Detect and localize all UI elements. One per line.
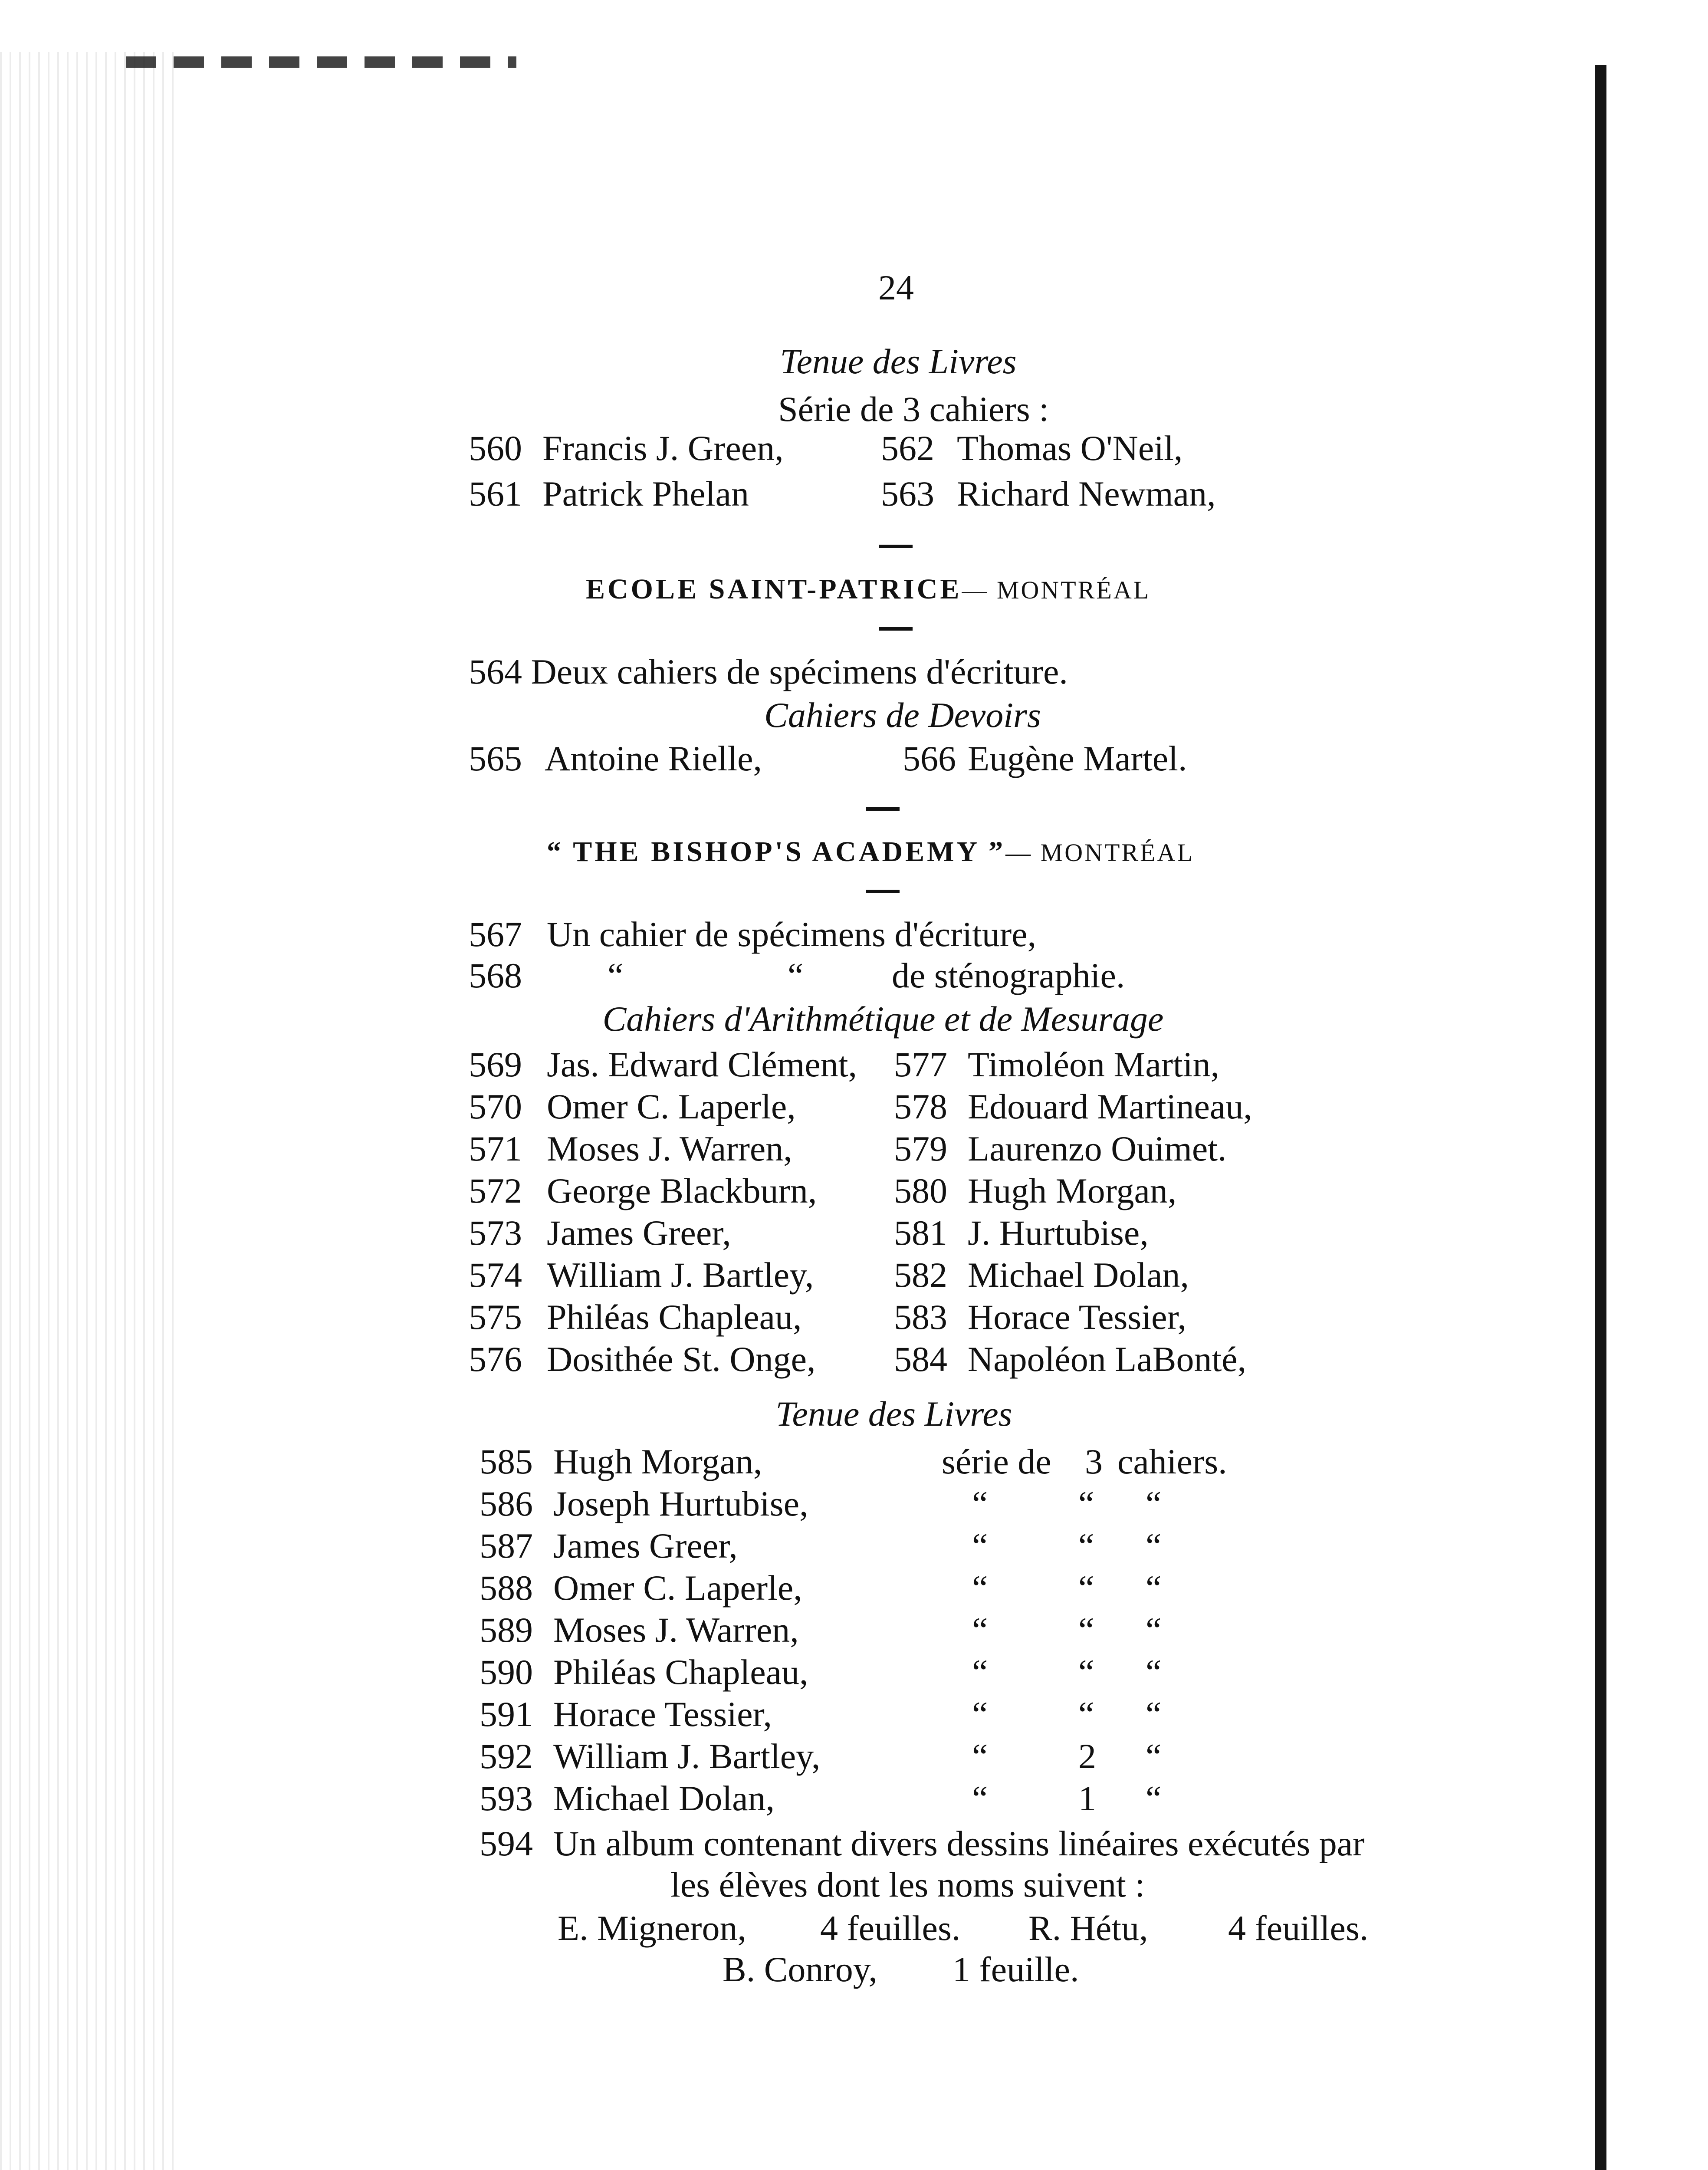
series-cell: “ — [972, 1568, 988, 1608]
entry-number: 584 — [894, 1339, 947, 1379]
page-number: 24 — [878, 268, 914, 307]
series-cell: “ — [1146, 1779, 1162, 1818]
album-line-1: Un album contenant divers dessins linéaires exécutés par — [553, 1824, 1365, 1863]
series-cell: “ — [1146, 1484, 1162, 1523]
entry-number: 571 — [469, 1129, 522, 1168]
ditto-mark: “ — [788, 956, 804, 995]
entry-number: 578 — [894, 1087, 947, 1126]
entry-number: 570 — [469, 1087, 522, 1126]
entry-name: Francis J. Green, — [542, 428, 784, 468]
entry-number: 560 — [469, 428, 522, 468]
entry-number: 576 — [469, 1339, 522, 1379]
entry-name: Timoléon Martin, — [968, 1045, 1220, 1084]
series-cell: “ — [1146, 1568, 1162, 1608]
entry-name: Jas. Edward Clément, — [547, 1045, 857, 1084]
school-name: ECOLE SAINT-PATRICE — [586, 573, 962, 605]
series-cell: “ — [1078, 1694, 1094, 1734]
entry-number: 592 — [480, 1736, 533, 1776]
entry-number: 572 — [469, 1171, 522, 1210]
entry-text: Un cahier de spécimens d'écriture, — [547, 914, 1037, 954]
section-divider — [879, 627, 913, 631]
entry-number: 590 — [480, 1652, 533, 1692]
section-divider — [866, 890, 900, 893]
entry-name: Horace Tessier, — [553, 1694, 772, 1734]
entry-number: 586 — [480, 1484, 533, 1523]
entry-name: Michael Dolan, — [553, 1779, 775, 1818]
entry-number: 565 — [469, 739, 522, 778]
series-cell: “ — [1078, 1610, 1094, 1650]
series-cell: “ — [972, 1484, 988, 1523]
drawer-count: 4 feuilles. — [820, 1908, 961, 1948]
series-cell: “ — [1078, 1484, 1094, 1523]
series-cell: cahiers. — [1117, 1442, 1227, 1481]
scan-top-edge — [126, 56, 516, 68]
entry-name: Laurenzo Ouimet. — [968, 1129, 1227, 1168]
entry-name: Richard Newman, — [957, 474, 1216, 513]
section-title-tenue-1: Tenue des Livres — [780, 342, 1017, 381]
drawer-count: 1 feuille. — [953, 1950, 1079, 1989]
series-cell: “ — [972, 1652, 988, 1692]
section-divider — [879, 545, 913, 548]
drawer-name: B. Conroy, — [723, 1950, 877, 1989]
drawer-count: 4 feuilles. — [1228, 1908, 1369, 1948]
entry-number: 562 — [881, 428, 934, 468]
series-cell: 3 — [1085, 1442, 1103, 1481]
entry-name: Napoléon LaBonté, — [968, 1339, 1247, 1379]
series-cell: “ — [1146, 1652, 1162, 1692]
series-cell: “ — [1078, 1526, 1094, 1565]
series-cell: “ — [1078, 1652, 1094, 1692]
scan-left-edge — [0, 52, 174, 2170]
series-cell: série de — [942, 1442, 1051, 1481]
entry-number: 588 — [480, 1568, 533, 1608]
entry-name: Thomas O'Neil, — [957, 428, 1183, 468]
entry-number: 593 — [480, 1779, 533, 1818]
entry-name: Moses J. Warren, — [547, 1129, 792, 1168]
entry-name: Eugène Martel. — [968, 739, 1187, 778]
entry-name: Edouard Martineau, — [968, 1087, 1252, 1126]
entry-number: 567 — [469, 914, 522, 954]
entry-name: George Blackburn, — [547, 1171, 817, 1210]
entry-number: 575 — [469, 1297, 522, 1337]
entry-number: 589 — [480, 1610, 533, 1650]
series-cell: “ — [1146, 1694, 1162, 1734]
entry-number: 580 — [894, 1171, 947, 1210]
entry-number: 577 — [894, 1045, 947, 1084]
entry-name: Horace Tessier, — [968, 1297, 1187, 1337]
entry-name: Philéas Chapleau, — [547, 1297, 802, 1337]
entry-text: de sténographie. — [892, 956, 1125, 995]
section-title-arithmetique: Cahiers d'Arithmétique et de Mesurage — [602, 999, 1164, 1039]
entry-number: 583 — [894, 1297, 947, 1337]
entry-number: 566 — [903, 739, 956, 778]
section-title-devoirs: Cahiers de Devoirs — [764, 695, 1041, 735]
album-line-2: les élèves dont les noms suivent : — [670, 1865, 1145, 1904]
entry-number: 573 — [469, 1213, 522, 1253]
series-cell: 2 — [1078, 1736, 1096, 1776]
entry-name: Hugh Morgan, — [968, 1171, 1177, 1210]
entry-number: 568 — [469, 956, 522, 995]
entry-name: Omer C. Laperle, — [547, 1087, 796, 1126]
entry-number: 587 — [480, 1526, 533, 1565]
entry-number: 581 — [894, 1213, 947, 1253]
entry-number: 591 — [480, 1694, 533, 1734]
school-city: — MONTRÉAL — [962, 576, 1151, 604]
entry-name: Philéas Chapleau, — [553, 1652, 808, 1692]
series-cell: 1 — [1078, 1779, 1096, 1818]
series-cell: “ — [972, 1779, 988, 1818]
drawer-name: E. Migneron, — [558, 1908, 746, 1948]
entry-name: Moses J. Warren, — [553, 1610, 799, 1650]
section-subtitle-tenue-1: Série de 3 cahiers : — [778, 389, 1049, 429]
drawer-name: R. Hétu, — [1028, 1908, 1148, 1948]
entry-number: 569 — [469, 1045, 522, 1084]
entry-number: 561 — [469, 474, 522, 513]
school-heading-bishops-academy — [547, 835, 1194, 868]
entry-number: 582 — [894, 1255, 947, 1295]
entry-number: 585 — [480, 1442, 533, 1481]
entry-name: Dosithée St. Onge, — [547, 1339, 816, 1379]
entry-name: James Greer, — [547, 1213, 731, 1253]
scan-right-edge — [1595, 65, 1606, 2170]
entry-name: Patrick Phelan — [542, 474, 749, 513]
entry-number: 563 — [881, 474, 934, 513]
entry-name: William J. Bartley, — [553, 1736, 821, 1776]
school-heading-saint-patrice — [586, 573, 1150, 606]
entry-name: Joseph Hurtubise, — [553, 1484, 808, 1523]
entry-name: Antoine Rielle, — [545, 739, 762, 778]
series-cell: “ — [972, 1610, 988, 1650]
series-cell: “ — [1078, 1568, 1094, 1608]
entry-name: William J. Bartley, — [547, 1255, 814, 1295]
section-title-tenue-2: Tenue des Livres — [775, 1394, 1012, 1434]
ditto-mark: “ — [608, 956, 624, 995]
entry-number: 594 — [480, 1824, 533, 1863]
entry-name: James Greer, — [553, 1526, 738, 1565]
entry-number: 579 — [894, 1129, 947, 1168]
series-cell: “ — [972, 1526, 988, 1565]
entry-name: Omer C. Laperle, — [553, 1568, 802, 1608]
specimens-line: 564 Deux cahiers de spécimens d'écriture. — [469, 652, 1068, 691]
entry-name: Michael Dolan, — [968, 1255, 1189, 1295]
school-city: — MONTRÉAL — [1005, 838, 1194, 867]
series-cell: “ — [1146, 1526, 1162, 1565]
series-cell: “ — [1146, 1736, 1162, 1776]
series-cell: “ — [1146, 1610, 1162, 1650]
entry-name: J. Hurtubise, — [968, 1213, 1149, 1253]
school-name: “ THE BISHOP'S ACADEMY ” — [547, 836, 1006, 868]
series-cell: “ — [972, 1694, 988, 1734]
entry-name: Hugh Morgan, — [553, 1442, 762, 1481]
series-cell: “ — [972, 1736, 988, 1776]
section-divider — [866, 807, 900, 811]
entry-number: 574 — [469, 1255, 522, 1295]
